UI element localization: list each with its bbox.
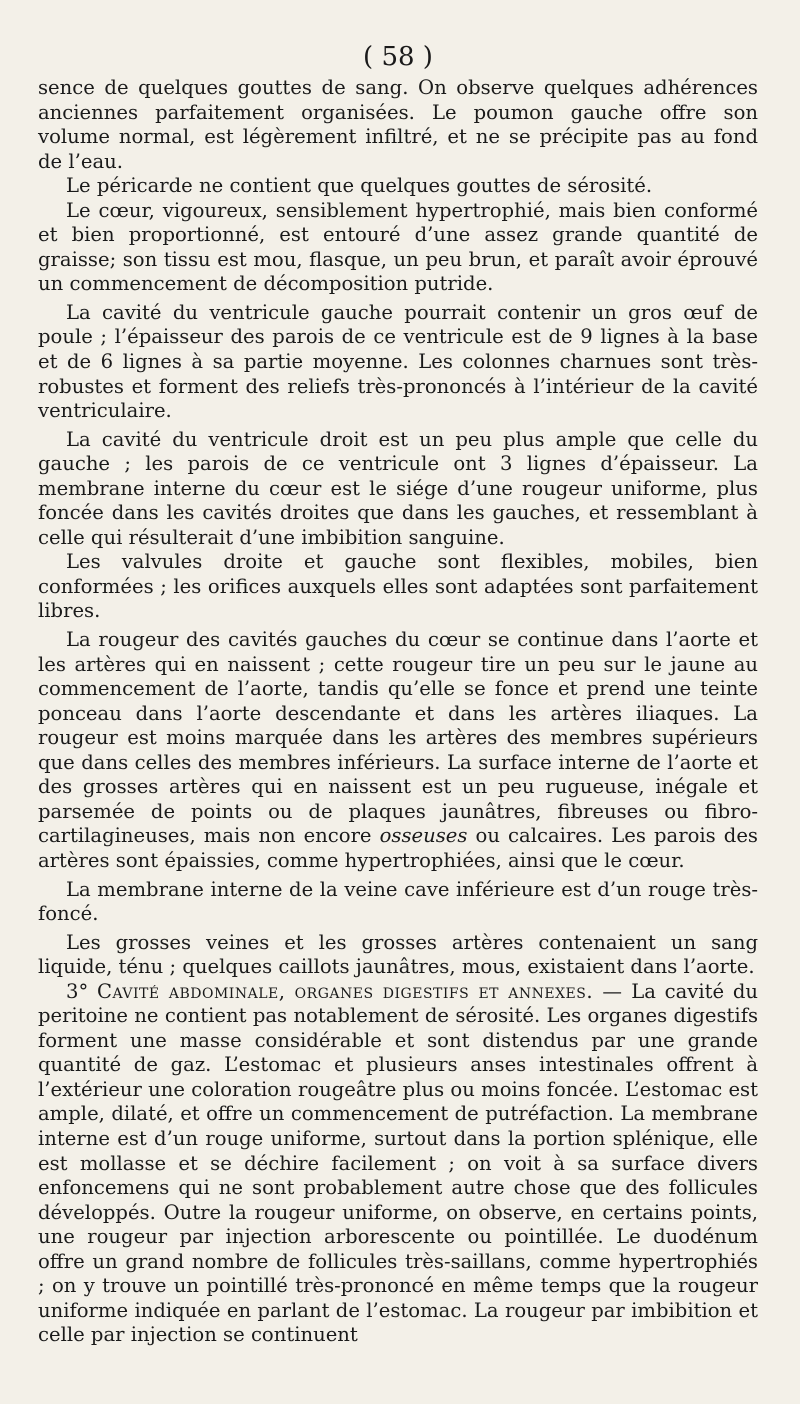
- italic-word: osseuses: [379, 824, 468, 848]
- paragraph-3: Le cœur, vigoureux, sensiblement hypertrophié, mais bien conformé et bien proportionné, est entouré d’une assez grande quantité de graisse; son tissu est mou, flasque, un peu brun, et paraît avoir éprouvé un commencement de décomposition putride.: [38, 198, 758, 296]
- paragraph-5: La cavité du ventricule droit est un peu plus ample que celle du gauche ; les parois de ce ventricule ont 3 lignes d’épaisseur. La membrane interne du cœur est le siége d’une rougeur uniforme, plus foncée dans les cavités droites que dans les gauches, et ressemblant à celle qui résulterait d’une imbibition sanguine.: [38, 427, 758, 549]
- body-text: [38, 76, 758, 1348]
- paragraph-10-text: La cavité du peritoine ne contient pas notablement de sérosité. Les organes digestifs forment une masse considérable et sont distendus par une grande quantité de gaz. L’estomac et plusieurs anses intestinales offrent à l’extérieur une coloration rougeâtre plus ou moins foncée. L’estomac est ample, dilaté, et offre un commencement de putréfaction. La membrane interne est d’un rouge uniforme, surtout dans la portion splénique, elle est mollasse et se déchire facilement ; on voit à sa surface divers enfoncemens qui ne sont probablement autre chose que des follicules développés. Outre la rougeur uniforme, on observe, en certains points, une rougeur par injection arborescente ou pointillée. Le duodénum offre un grand nombre de follicules très-saillans, comme hypertrophiés ; on y trouve un pointillé très-prononcé en même temps que la rougeur uniforme indiquée en parlant de l’estomac. La rougeur par imbibition et celle par injection se continuent: [38, 979, 758, 1347]
- paragraph-2: Le péricarde ne contient que quelques gouttes de sérosité.: [66, 174, 653, 198]
- paragraph-9: Les grosses veines et les grosses artères contenaient un sang liquide, ténu ; quelques caillots jaunâtres, mous, existaient dans l’aorte.: [38, 930, 758, 979]
- paragraph-6: Les valvules droite et gauche sont flexibles, mobiles, bien conformées ; les orifices auxquels elles sont adaptées sont parfaitement libres.: [38, 550, 758, 623]
- paragraph-10: [38, 980, 758, 1348]
- section-heading: Cavité abdominale, organes digestifs et annexes. —: [97, 979, 623, 1003]
- page-number: ( 58 ): [363, 42, 433, 72]
- paragraph-4: La cavité du ventricule gauche pourrait contenir un gros œuf de poule ; l’épaisseur des parois de ce ventricule est de 9 lignes à la base et de 6 lignes à sa partie moyenne. Les colonnes charnues sont très-robustes et forment des reliefs très-prononcés à l’intérieur de la cavité ventriculaire.: [38, 300, 758, 423]
- paragraph-7: [38, 628, 758, 873]
- paragraph-1: sence de quelques gouttes de sang. On observe quelques adhérences anciennes parfaitement organisées. Le poumon gauche offre son volume normal, est légèrement infiltré, et ne se précipite pas au fond de l’eau.: [38, 76, 758, 173]
- paragraph-7-text: La rougeur des cavités gauches du cœur se continue dans l’aorte et les artères qui en naissent ; cette rougeur tire un peu sur le jaune au commencement de l’aorte, tandis qu’elle se fonce et prend une teinte ponceau dans l’aorte descendante et dans les artères iliaques. La rougeur est moins marquée dans les artères des membres supérieurs que dans celles des membres inférieurs. La surface interne de l’aorte et des grosses artères qui en naissent est un peu rugueuse, inégale et parsemée de points ou de plaques jaunâtres, fibreuses ou fibro-cartilagineuses, mais non encore: [38, 628, 758, 848]
- paragraph-7-tail: ou calcaires. Les parois des artères sont épaissies, comme hypertrophiées, ainsi que le cœur.: [38, 824, 758, 872]
- section-number: 3°: [66, 979, 89, 1003]
- paragraph-8: La membrane interne de la veine cave inférieure est d’un rouge très-foncé.: [38, 877, 758, 926]
